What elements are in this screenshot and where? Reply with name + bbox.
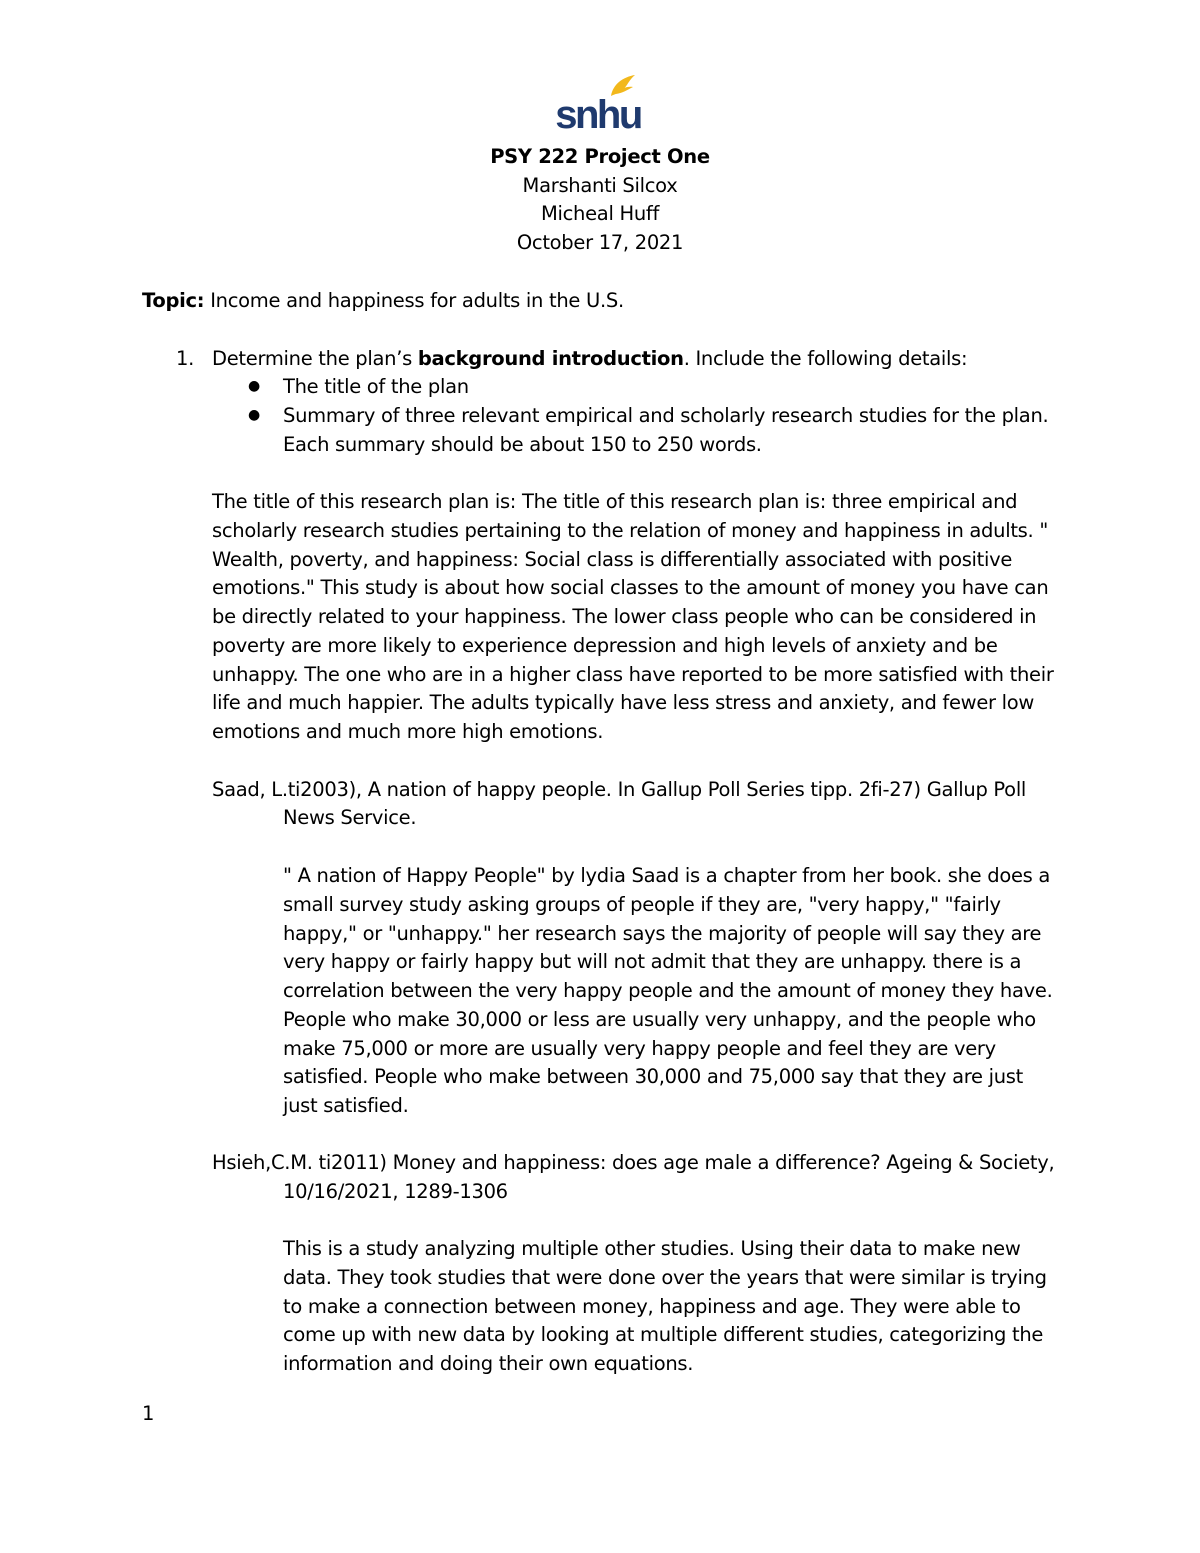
- reference-line: News Service.: [283, 806, 417, 829]
- summary-line: correlation between the very happy people and the amount of money they have.: [283, 979, 1053, 1002]
- summary-line: happy," or "unhappy." her research says the majority of people will say they are: [283, 922, 1042, 945]
- summary-line: to make a connection between money, happiness and age. They were able to: [283, 1295, 1021, 1318]
- paragraph-line: be directly related to your happiness. The lower class people who can be considered in: [212, 605, 1037, 628]
- paragraph-line: emotions." This study is about how social classes to the amount of money you have can: [212, 576, 1049, 599]
- item1-text: Determine the plan’s background introduction. Include the following details:: [212, 347, 968, 370]
- logo-text: snhu: [555, 93, 641, 134]
- snhu-logo: [553, 72, 643, 134]
- bullet-icon: ●: [248, 407, 261, 423]
- topic-text: Income and happiness for adults in the U.S.: [204, 289, 624, 312]
- paragraph-line: emotions and much more high emotions.: [212, 720, 604, 743]
- topic-line: [142, 286, 624, 315]
- bullet-item: Summary of three relevant empirical and scholarly research studies for the plan.: [283, 404, 1049, 427]
- bullet-icon: ●: [248, 378, 261, 394]
- bullet-item: The title of the plan: [283, 375, 469, 398]
- summary-line: make 75,000 or more are usually very happy people and feel they are very: [283, 1037, 996, 1060]
- summary-line: " A nation of Happy People" by lydia Saad is a chapter from her book. she does a: [283, 864, 1051, 887]
- paragraph-line: The title of this research plan is: The title of this research plan is: three empirical and: [212, 490, 1018, 513]
- summary-line: information and doing their own equations.: [283, 1352, 694, 1375]
- doc-date: October 17, 2021: [516, 231, 684, 254]
- summary-line: just satisfied.: [283, 1094, 409, 1117]
- paragraph-line: poverty are more likely to experience depression and high levels of anxiety and be: [212, 634, 998, 657]
- reference-line: 10/16/2021, 1289-1306: [283, 1180, 508, 1203]
- doc-title: PSY 222 Project One: [490, 145, 710, 168]
- author-name: Marshanti Silcox: [522, 174, 678, 197]
- instructor-name: Micheal Huff: [540, 202, 660, 225]
- paragraph-line: Wealth, poverty, and happiness: Social class is differentially associated with positive: [212, 548, 1013, 571]
- list-number: 1.: [176, 347, 195, 370]
- reference-line: Saad, L.ti2003), A nation of happy people. In Gallup Poll Series tipp. 2fi-27) Gallup Poll: [212, 778, 1027, 801]
- summary-line: People who make 30,000 or less are usually very unhappy, and the people who: [283, 1008, 1036, 1031]
- page-number: 1: [142, 1402, 155, 1425]
- reference-line: Hsieh,C.M. ti2011) Money and happiness: does age male a difference? Ageing & Society,: [212, 1151, 1055, 1174]
- summary-line: data. They took studies that were done over the years that were similar is trying: [283, 1266, 1047, 1289]
- summary-line: satisfied. People who make between 30,000 and 75,000 say that they are just: [283, 1065, 1024, 1088]
- paragraph-line: life and much happier. The adults typically have less stress and anxiety, and fewer low: [212, 691, 1035, 714]
- summary-line: come up with new data by looking at multiple different studies, categorizing the: [283, 1323, 1044, 1346]
- summary-line: small survey study asking groups of people if they are, "very happy," "fairly: [283, 893, 1001, 916]
- item1-bold: background introduction: [417, 347, 684, 370]
- bullet-item-continued: Each summary should be about 150 to 250 words.: [283, 433, 762, 456]
- summary-line: very happy or fairly happy but will not admit that they are unhappy. there is a: [283, 950, 1022, 973]
- paragraph-line: scholarly research studies pertaining to the relation of money and happiness in adults. ": [212, 519, 1048, 542]
- topic-label: Topic:: [142, 289, 205, 312]
- paragraph-line: unhappy. The one who are in a higher class have reported to be more satisfied with their: [212, 663, 1054, 686]
- summary-line: This is a study analyzing multiple other studies. Using their data to make new: [283, 1237, 1021, 1260]
